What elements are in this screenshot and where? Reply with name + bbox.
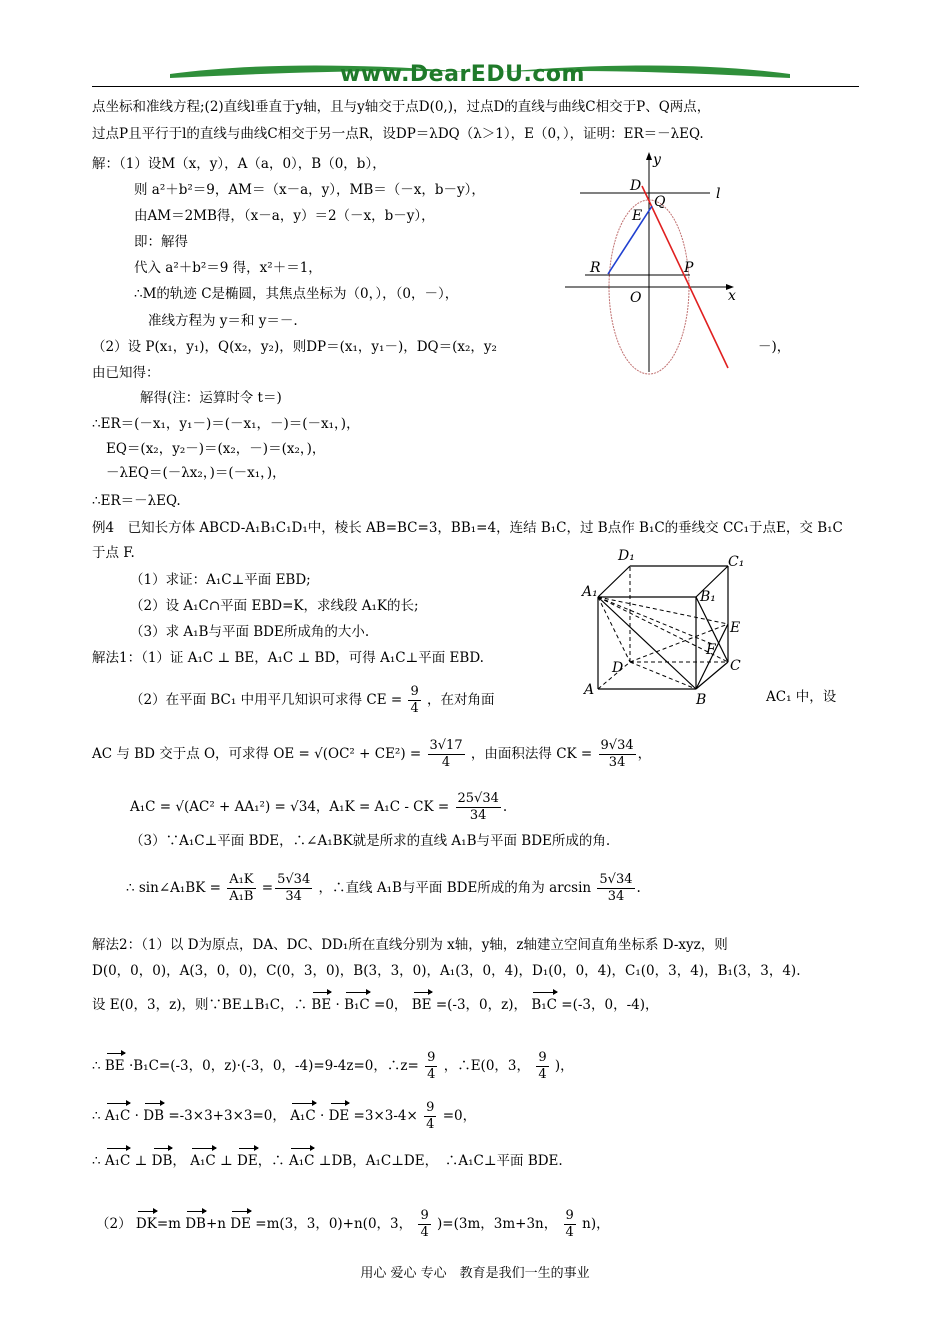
text-line: ∴ER＝－λEQ. xyxy=(92,493,181,509)
numerator: 9 xyxy=(426,1100,435,1115)
hidden-line-A1-D xyxy=(598,597,630,662)
text-line: 过点P且平行于l的直线与曲线C相交于另一点R，设DP＝λDQ（λ＞1），E（0，），证明：ER＝－λEQ. xyxy=(92,126,704,142)
vector-DE: DE xyxy=(329,1101,350,1125)
text-line: 设 E(0，3，z)，则∵BE⊥B₁C，∴ BE · B₁C =0， BE =(-3，0，z)， B₁C =(-3，0，-4)， xyxy=(92,990,659,1014)
text-line: －λEQ＝(－λx₂，)＝(－x₁，)， xyxy=(106,465,286,481)
edge-A1-D1 xyxy=(598,566,630,597)
label-R: R xyxy=(590,260,601,276)
vector-B1C: B₁C xyxy=(344,990,370,1014)
text-line: AC 与 BD 交于点 O，可求得 OE = √(OC² + CE²) = $\frac{3√17}{4}$ ，由面积法得 CK = $\frac{9√34}{34}$ ， xyxy=(92,738,652,770)
hidden-line-D-B xyxy=(630,662,696,689)
fraction-9-4 xyxy=(418,1208,430,1241)
text-line: 点坐标和准线方程;(2)直线l垂直于y轴，且与y轴交于点D(0,)，过点D的直线与曲线C相交于P、Q两点， xyxy=(92,99,711,115)
text-line: （3）∵A₁C⊥平面 BDE，∴∠A₁BK就是所求的直线 A₁B与平面 BDE所成的角. xyxy=(130,833,611,849)
text-span: ，∴E(0，3， xyxy=(443,1058,531,1074)
text-line: ∴ sin∠A₁BK = $\frac{\text{A₁K}}{\text{A₁B}}$ = $\frac{5√34}{34}$ ，∴直线 A₁B与平面 BDE所成的角为 arcsin $\frac{5√34}{34}$ . xyxy=(126,872,641,904)
numerator: 25√34 xyxy=(457,791,499,806)
text-span: =(-3，0，-4)， xyxy=(561,997,659,1013)
denominator: 4 xyxy=(420,1225,429,1240)
vector-BE: BE xyxy=(105,1051,125,1075)
numerator: 9 xyxy=(427,1050,436,1065)
fraction-9-4 xyxy=(408,684,420,717)
denominator: 34 xyxy=(285,889,302,904)
fraction-9-4 xyxy=(564,1208,576,1241)
y-axis-arrow xyxy=(646,152,652,160)
denominator: 4 xyxy=(410,701,419,716)
fraction-oe xyxy=(428,738,465,771)
label-P: P xyxy=(684,260,694,276)
text-line: －)， xyxy=(758,339,791,355)
text-span: )=(3m，3m+3n， xyxy=(437,1216,558,1232)
label-F: F xyxy=(706,642,716,658)
text-line: 于点 F. xyxy=(92,545,135,561)
denominator: 4 xyxy=(538,1067,547,1082)
text-span: =-3×3+3×3=0， xyxy=(168,1108,286,1124)
page-footer: 用心 爱心 专心 教育是我们一生的事业 xyxy=(360,1266,590,1281)
denominator: A₁B xyxy=(229,889,254,904)
vector-DK: DK xyxy=(136,1209,157,1233)
numerator: 9 xyxy=(565,1208,574,1223)
vector-A1C: A₁C xyxy=(290,1101,316,1125)
text-span: ⊥DB，A₁C⊥DE， ∴A₁C⊥平面 BDE. xyxy=(318,1153,563,1169)
vector-A1C: A₁C xyxy=(190,1146,216,1170)
vector-A1C: A₁C xyxy=(289,1146,315,1170)
vector-DE: DE xyxy=(230,1209,251,1233)
text-span: n)， xyxy=(582,1216,610,1232)
label-B: B xyxy=(696,692,707,708)
numerator: 9 xyxy=(410,684,419,699)
text-line: （2） DK=m DB+n DE =m(3，3，0)+n(0，3， $\frac{9}{4}$ )=(3m，3m+3n， $\frac{9}{4}$ n)， xyxy=(96,1208,610,1240)
cuboid-figure xyxy=(578,544,758,709)
text-line: 代入 a²＋b²＝9 得，x²＋＝1， xyxy=(134,260,322,276)
numerator: 3√17 xyxy=(429,738,463,753)
text-span: =(-3，0，z)， xyxy=(435,997,528,1013)
text-line: ∴ A₁C · DB =-3×3+3×3=0， A₁C · DE =3×3-4× $\frac{9}{4}$ =0， xyxy=(92,1100,477,1132)
header-rule xyxy=(92,86,859,87)
numerator: 5√34 xyxy=(277,872,311,887)
label-B1: B₁ xyxy=(700,589,716,605)
fraction-ck xyxy=(599,738,636,771)
text-line: （2）设 P(x₁，y₁)，Q(x₂，y₂)，则DP＝(x₁，y₁－)，DQ＝(x₂，y₂ xyxy=(92,339,497,355)
text-line: （2）设 A₁C∩平面 EBD=K，求线段 A₁K的长; xyxy=(130,598,419,614)
fraction-arcsin xyxy=(597,872,634,905)
edge-B-C xyxy=(696,662,728,689)
vector-DE: DE xyxy=(237,1146,258,1170)
fraction-5s34 xyxy=(275,872,312,905)
text-span: =0， xyxy=(442,1108,477,1124)
label-O: O xyxy=(630,290,642,306)
label-E: E xyxy=(730,620,741,636)
text-line: ∴ A₁C ⊥ DB， A₁C ⊥ DE，∴ A₁C ⊥DB，A₁C⊥DE， ∴A₁C⊥平面 BDE. xyxy=(92,1146,563,1170)
label-A: A xyxy=(584,682,595,698)
label-D: D xyxy=(612,660,624,676)
text-span: )， xyxy=(554,1058,574,1074)
fraction-9-4 xyxy=(425,1050,437,1083)
numerator: A₁K xyxy=(229,872,254,887)
denominator: 4 xyxy=(565,1225,574,1240)
label-D1: D₁ xyxy=(618,548,635,564)
blue-line-RE xyxy=(608,206,652,274)
denominator: 4 xyxy=(427,1067,436,1082)
text-line: D(0，0，0)，A(3，0，0)，C(0，3，0)，B(3，3，0)，A₁(3，0，4)，D₁(0，0，4)，C₁(0，3，4)，B₁(3，3，4). xyxy=(92,963,801,979)
fraction-9-4 xyxy=(424,1100,436,1133)
text-span: 设 E(0，3，z)，则∵BE⊥B₁C，∴ xyxy=(92,997,308,1013)
label-Q: Q xyxy=(654,194,666,210)
text-span: A₁C = √(AC² + AA₁²) = √34，A₁K = A₁C - CK = xyxy=(130,799,450,815)
label-A1: A₁ xyxy=(582,584,598,600)
fraction-sin-ratio xyxy=(227,872,255,905)
text-line: （1）求证：A₁C⊥平面 EBD; xyxy=(130,572,311,588)
numerator: 9 xyxy=(538,1050,547,1065)
vector-DB: DB xyxy=(185,1209,206,1233)
label-y: y xyxy=(653,152,661,168)
vector-DB: DB xyxy=(143,1101,164,1125)
vector-BE: BE xyxy=(412,990,432,1014)
denominator: 34 xyxy=(607,889,625,904)
text-line: 例4 已知长方体 ABCD-A₁B₁C₁D₁中，棱长 AB=BC=3，BB₁=4，连结 B₁C，过 B点作 B₁C的垂线交 CC₁于点E，交 B₁C xyxy=(92,520,843,536)
text-line: （3）求 A₁B与平面 BDE所成角的大小. xyxy=(130,624,370,640)
denominator: 4 xyxy=(441,755,451,770)
text-line: ∴ER＝(－x₁，y₁－)＝(－x₁，－)＝(－x₁，)， xyxy=(92,416,360,432)
text-span: ，在对角面 xyxy=(427,692,495,708)
text-line: 准线方程为 y＝和 y＝－. xyxy=(148,313,298,329)
red-line-DP xyxy=(642,186,728,368)
text-span: AC 与 BD 交于点 O，可求得 OE = √(OC² + CE²) = xyxy=(92,746,422,762)
text-line: 解得(注：运算时令 t＝) xyxy=(140,390,282,406)
text-line: 由已知得： xyxy=(92,365,160,381)
numerator: 9√34 xyxy=(600,738,634,753)
text-line: 解：（1）设M（x，y），A（a，0），B（0，b）， xyxy=(92,156,386,172)
text-line: 即：解得 xyxy=(134,234,188,250)
text-span: =3×3-4× xyxy=(353,1108,418,1124)
text-line: A₁C = √(AC² + AA₁²) = √34，A₁K = A₁C - CK = $\frac{25√34}{34}$ . xyxy=(130,791,508,823)
text-line: 则 a²＋b²＝9，AM＝（x－a，y），MB＝（－x，b－y）， xyxy=(134,182,485,198)
vector-BE: BE xyxy=(311,990,331,1014)
label-E: E xyxy=(632,208,643,224)
fraction-9-4 xyxy=(536,1050,548,1083)
fraction-a1k xyxy=(456,791,501,824)
text-span: =0， xyxy=(374,997,408,1013)
text-line: ∴M的轨迹 C是椭圆，其焦点坐标为（0，），（0，－）， xyxy=(134,286,459,302)
text-span: （2） xyxy=(96,1216,132,1232)
hidden-line-A1-F xyxy=(598,597,712,644)
text-span: （2）在平面 BC₁ 中用平几知识可求得 CE = xyxy=(130,692,403,708)
numerator: 5√34 xyxy=(599,872,633,887)
text-line: 由AM＝2MB得，（x－a，y）＝2（－x，b－y）， xyxy=(134,208,435,224)
numerator: 9 xyxy=(420,1208,429,1223)
vector-A1C: A₁C xyxy=(105,1146,131,1170)
text-line: 解法2：（1）以 D为原点，DA、DC、DD₁所在直线分别为 x轴，y轴，z轴建立空间直角坐标系 D-xyz，则 xyxy=(92,937,728,953)
text-span: =m(3，3，0)+n(0，3， xyxy=(255,1216,413,1232)
text-line: EQ＝(x₂，y₂－)＝(x₂，－)＝(x₂，)， xyxy=(106,441,326,457)
text-span: ∴ sin∠A₁BK = xyxy=(126,880,221,896)
vector-B1C: B₁C xyxy=(531,990,557,1014)
site-logo: www.DearEDU.com xyxy=(340,62,585,87)
text-line xyxy=(130,684,495,717)
denominator: 34 xyxy=(469,808,487,823)
label-C: C xyxy=(730,658,741,674)
text-span: ，∴直线 A₁B与平面 BDE所成的角为 xyxy=(318,880,545,896)
text-span: arcsin xyxy=(549,880,592,896)
denominator: 34 xyxy=(608,755,626,770)
vector-DB: DB xyxy=(152,1146,173,1170)
label-x: x xyxy=(728,288,736,304)
text-line: 解法1：（1）证 A₁C ⊥ BE，A₁C ⊥ BD，可得 A₁C⊥平面 EBD. xyxy=(92,650,484,666)
ellipse-figure xyxy=(560,150,760,375)
text-span: ，由面积法得 CK = xyxy=(470,746,593,762)
label-C1: C₁ xyxy=(728,554,745,570)
denominator: 4 xyxy=(426,1117,435,1132)
text-line: AC₁ 中，设 xyxy=(766,689,837,705)
label-D: D xyxy=(630,178,642,194)
text-span: ·B₁C=(-3，0，z)·(-3，0，-4)=9-4z=0，∴z= xyxy=(128,1058,419,1074)
text-line: ∴ BE ·B₁C=(-3，0，z)·(-3，0，-4)=9-4z=0，∴z= $\frac{9}{4}$ ，∴E(0，3， $\frac{9}{4}$ )， xyxy=(92,1050,574,1082)
label-l: l xyxy=(716,186,721,202)
vector-A1C: A₁C xyxy=(105,1101,131,1125)
